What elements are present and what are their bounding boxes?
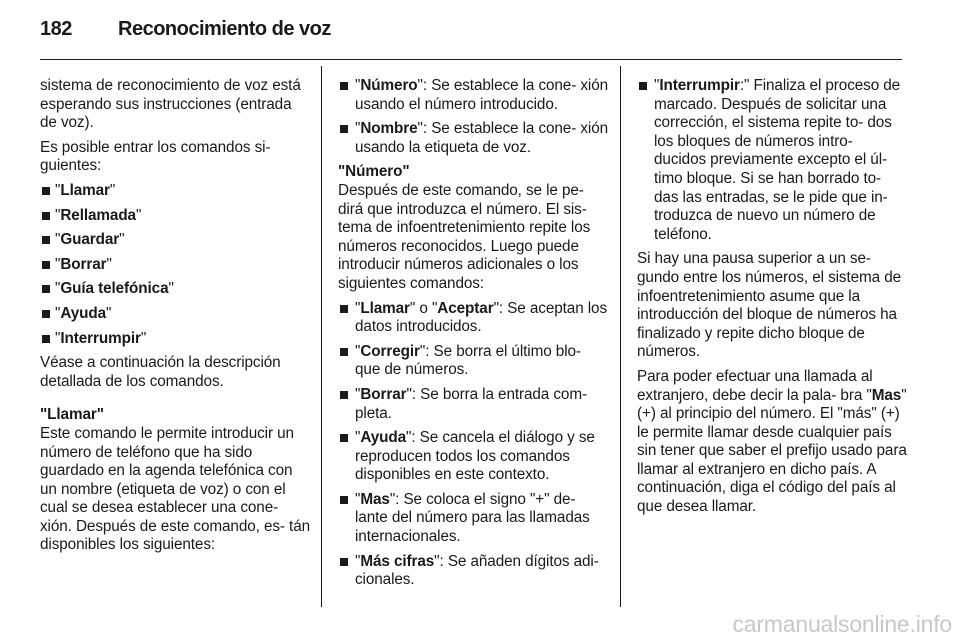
command-item: "Corregir": Se borra el último blo- que de números.: [338, 343, 608, 380]
column-2: [338, 77, 608, 590]
bullet-square-icon: [340, 125, 348, 133]
bullet-square-icon: [42, 261, 50, 269]
command-item: "Llamar" o "Aceptar": Se aceptan los datos introducidos.: [338, 300, 608, 337]
bullet-square-icon: [42, 236, 50, 244]
command-item: "Ayuda": [40, 305, 310, 324]
page-title: Reconocimiento de voz: [118, 18, 331, 40]
header-rule: [40, 59, 902, 60]
paragraph: Este comando le permite introducir un número de teléfono que ha sido guardado en la agenda telefónica con un nombre (etiqueta de voz) o con el cual se desea establecer una cone- xión. Después de este comando, es- tán disponibles los siguientes:: [40, 424, 311, 554]
paragraph: Después de este comando, se le pe- dirá que introduzca el número. El sis- tema de infoentretenimiento repite los números reconocidos. Luego puede introducir números adicionales o los siguientes comandos:: [338, 181, 591, 292]
bullet-square-icon: [340, 348, 348, 356]
command-item: "Ayuda": Se cancela el diálogo y se reproducen todos los comandos disponibles en este contexto.: [338, 429, 608, 485]
column-divider: [321, 66, 322, 607]
paragraph: Si hay una pausa superior a un se- gundo entre los números, el sistema de infoentretenimiento asume que la introducción del bloque de números ha finalizado y repite dicho bloque de números.: [637, 250, 902, 361]
command-item: "Borrar": Se borra la entrada com- pleta.: [338, 386, 608, 423]
paragraph: Para poder efectuar una llamada al extranjero, debe decir la pala- bra "Mas" (+) al principio del número. El "más" (+) le permite llamar desde cualquier país sin tener que saber el prefijo usado para llamar al extranjero en dicho país. A continuación, diga el código del país al que desea llamar.: [637, 367, 907, 516]
command-item: "Guía telefónica": [40, 280, 310, 299]
paragraph: Véase a continuación la descripción detallada de los comandos.: [40, 354, 281, 390]
command-item: "Nombre": Se establece la cone- xión usando la etiqueta de voz.: [338, 120, 608, 157]
column-divider: [620, 66, 621, 607]
paragraph: sistema de reconocimiento de voz está esperando sus instrucciones (entrada de voz).: [40, 77, 301, 132]
command-item: "Mas": Se coloca el signo "+" de- lante del número para las llamadas internacionales.: [338, 491, 608, 547]
bullet-square-icon: [639, 82, 647, 90]
command-item: "Interrumpir:" Finaliza el proceso de marcado. Después de solicitar una corrección, el sistema repite to- dos los bloques de números intro- ducidos previamente excepto el úl- timo bloque. Si se han borrado to- das las entradas, se le pide que in- troduzca de nuevo un número de teléfono.: [637, 77, 907, 244]
bullet-square-icon: [340, 558, 348, 566]
column-3: [637, 77, 907, 517]
section-heading: "Número": [338, 163, 410, 181]
bullet-square-icon: [42, 335, 50, 343]
bullet-square-icon: [340, 391, 348, 399]
bullet-square-icon: [42, 212, 50, 220]
command-item: "Borrar": [40, 256, 310, 275]
command-item: "Número": Se establece la cone- xión usando el número introducido.: [338, 77, 608, 114]
section-heading: "Llamar": [40, 406, 104, 424]
page-number: 182: [40, 18, 72, 40]
bullet-square-icon: [340, 305, 348, 313]
bullet-square-icon: [340, 496, 348, 504]
column-1: [40, 77, 310, 555]
command-item: "Interrumpir": [40, 330, 310, 349]
bullet-square-icon: [42, 310, 50, 318]
bullet-square-icon: [340, 434, 348, 442]
command-item: "Llamar": [40, 182, 310, 201]
command-item: "Guardar": [40, 231, 310, 250]
command-item: "Rellamada": [40, 207, 310, 226]
bullet-square-icon: [340, 82, 348, 90]
command-item: "Más cifras": Se añaden dígitos adi- cionales.: [338, 553, 608, 590]
paragraph: Es posible entrar los comandos si- guientes:: [40, 138, 271, 175]
bullet-square-icon: [42, 187, 50, 195]
watermark: carmanualsonline.info: [732, 611, 952, 637]
bullet-square-icon: [42, 285, 50, 293]
page-header: [40, 18, 331, 48]
